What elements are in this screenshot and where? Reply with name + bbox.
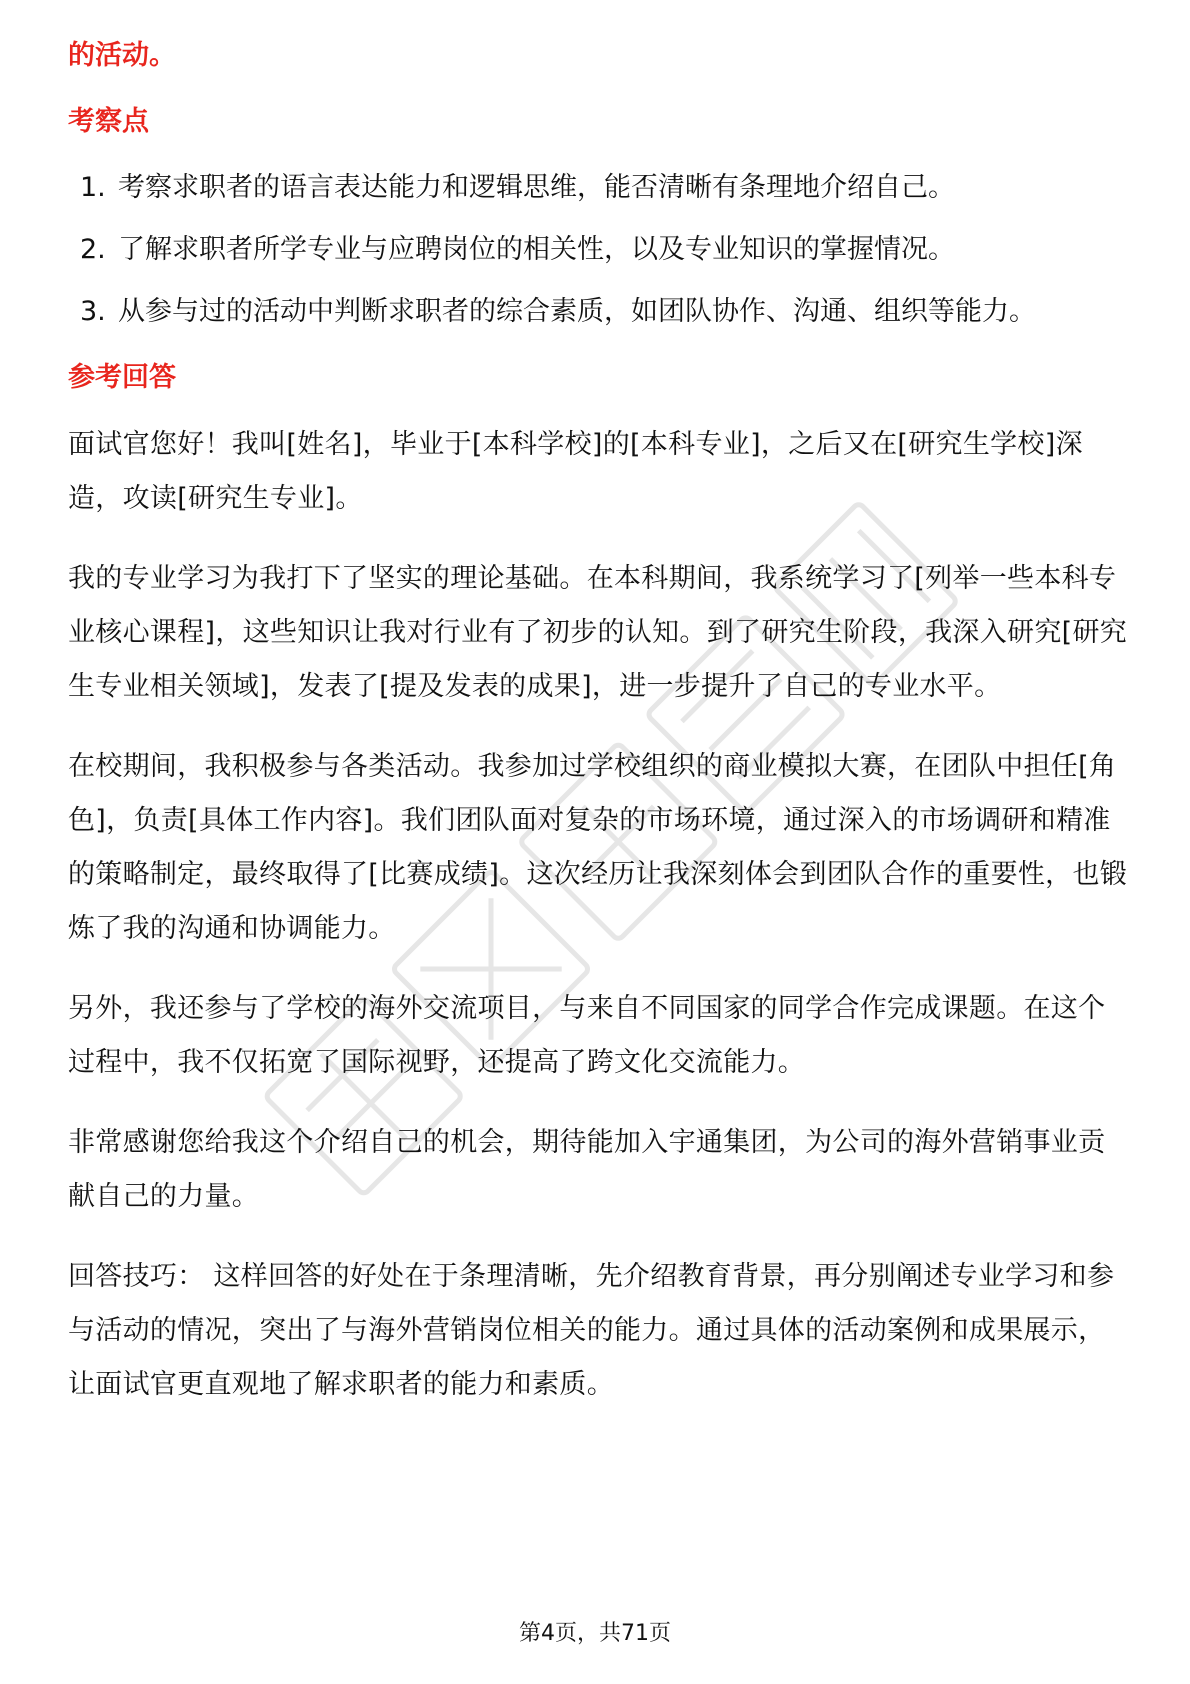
list-text: 了解求职者所学专业与应聘岗位的相关性，以及专业知识的掌握情况。	[118, 234, 955, 265]
tips-paragraph: 回答技巧： 这样回答的好处在于条理清晰，先介绍教育背景，再分别阐述专业学习和参与活动的情况，突出了与海外营销岗位相关的能力。通过具体的活动案例和成果展示，让面试官更直观地了解求职者的能力和素质。	[68, 1261, 1115, 1400]
points-list	[68, 170, 1130, 330]
list-text: 从参与过的活动中判断求职者的综合素质，如团队协作、沟通、组织等能力。	[118, 296, 1036, 327]
answer-paragraph: 面试官您好！我叫[姓名]，毕业于[本科学校]的[本科专业]，之后又在[研究生学校]深造，攻读[研究生专业]。	[68, 429, 1083, 514]
page-footer: 第4页，共71页	[519, 1621, 671, 1646]
list-number: 1.	[80, 172, 106, 203]
list-item	[68, 170, 1130, 206]
list-item	[68, 232, 1130, 268]
list-item	[68, 294, 1130, 330]
list-number: 3.	[80, 296, 106, 327]
points-heading: 考察点	[68, 106, 149, 137]
document-page	[68, 38, 1130, 1438]
answer-paragraph: 在校期间，我积极参与各类活动。我参加过学校组织的商业模拟大赛，在团队中担任[角色]，负责[具体工作内容]。我们团队面对复杂的市场环境，通过深入的市场调研和精准的策略制定，最终取得了[比赛成绩]。这次经历让我深刻体会到团队合作的重要性，也锻炼了我的沟通和协调能力。	[68, 751, 1128, 944]
answer-paragraph: 另外，我还参与了学校的海外交流项目，与来自不同国家的同学合作完成课题。在这个过程中，我不仅拓宽了国际视野，还提高了跨文化交流能力。	[68, 993, 1106, 1078]
answer-paragraph: 我的专业学习为我打下了坚实的理论基础。在本科期间，我系统学习了[列举一些本科专业核心课程]，这些知识让我对行业有了初步的认知。到了研究生阶段，我深入研究[研究生专业相关领域]，发表了[提及发表的成果]，进一步提升了自己的专业水平。	[68, 563, 1128, 702]
answer-heading: 参考回答	[68, 362, 176, 393]
answer-paragraph: 非常感谢您给我这个介绍自己的机会，期待能加入宇通集团，为公司的海外营销事业贡献自己的力量。	[68, 1127, 1106, 1212]
list-text: 考察求职者的语言表达能力和逻辑思维，能否清晰有条理地介绍自己。	[118, 172, 955, 203]
continuation-text: 的活动。	[68, 40, 176, 71]
list-number: 2.	[80, 234, 106, 265]
